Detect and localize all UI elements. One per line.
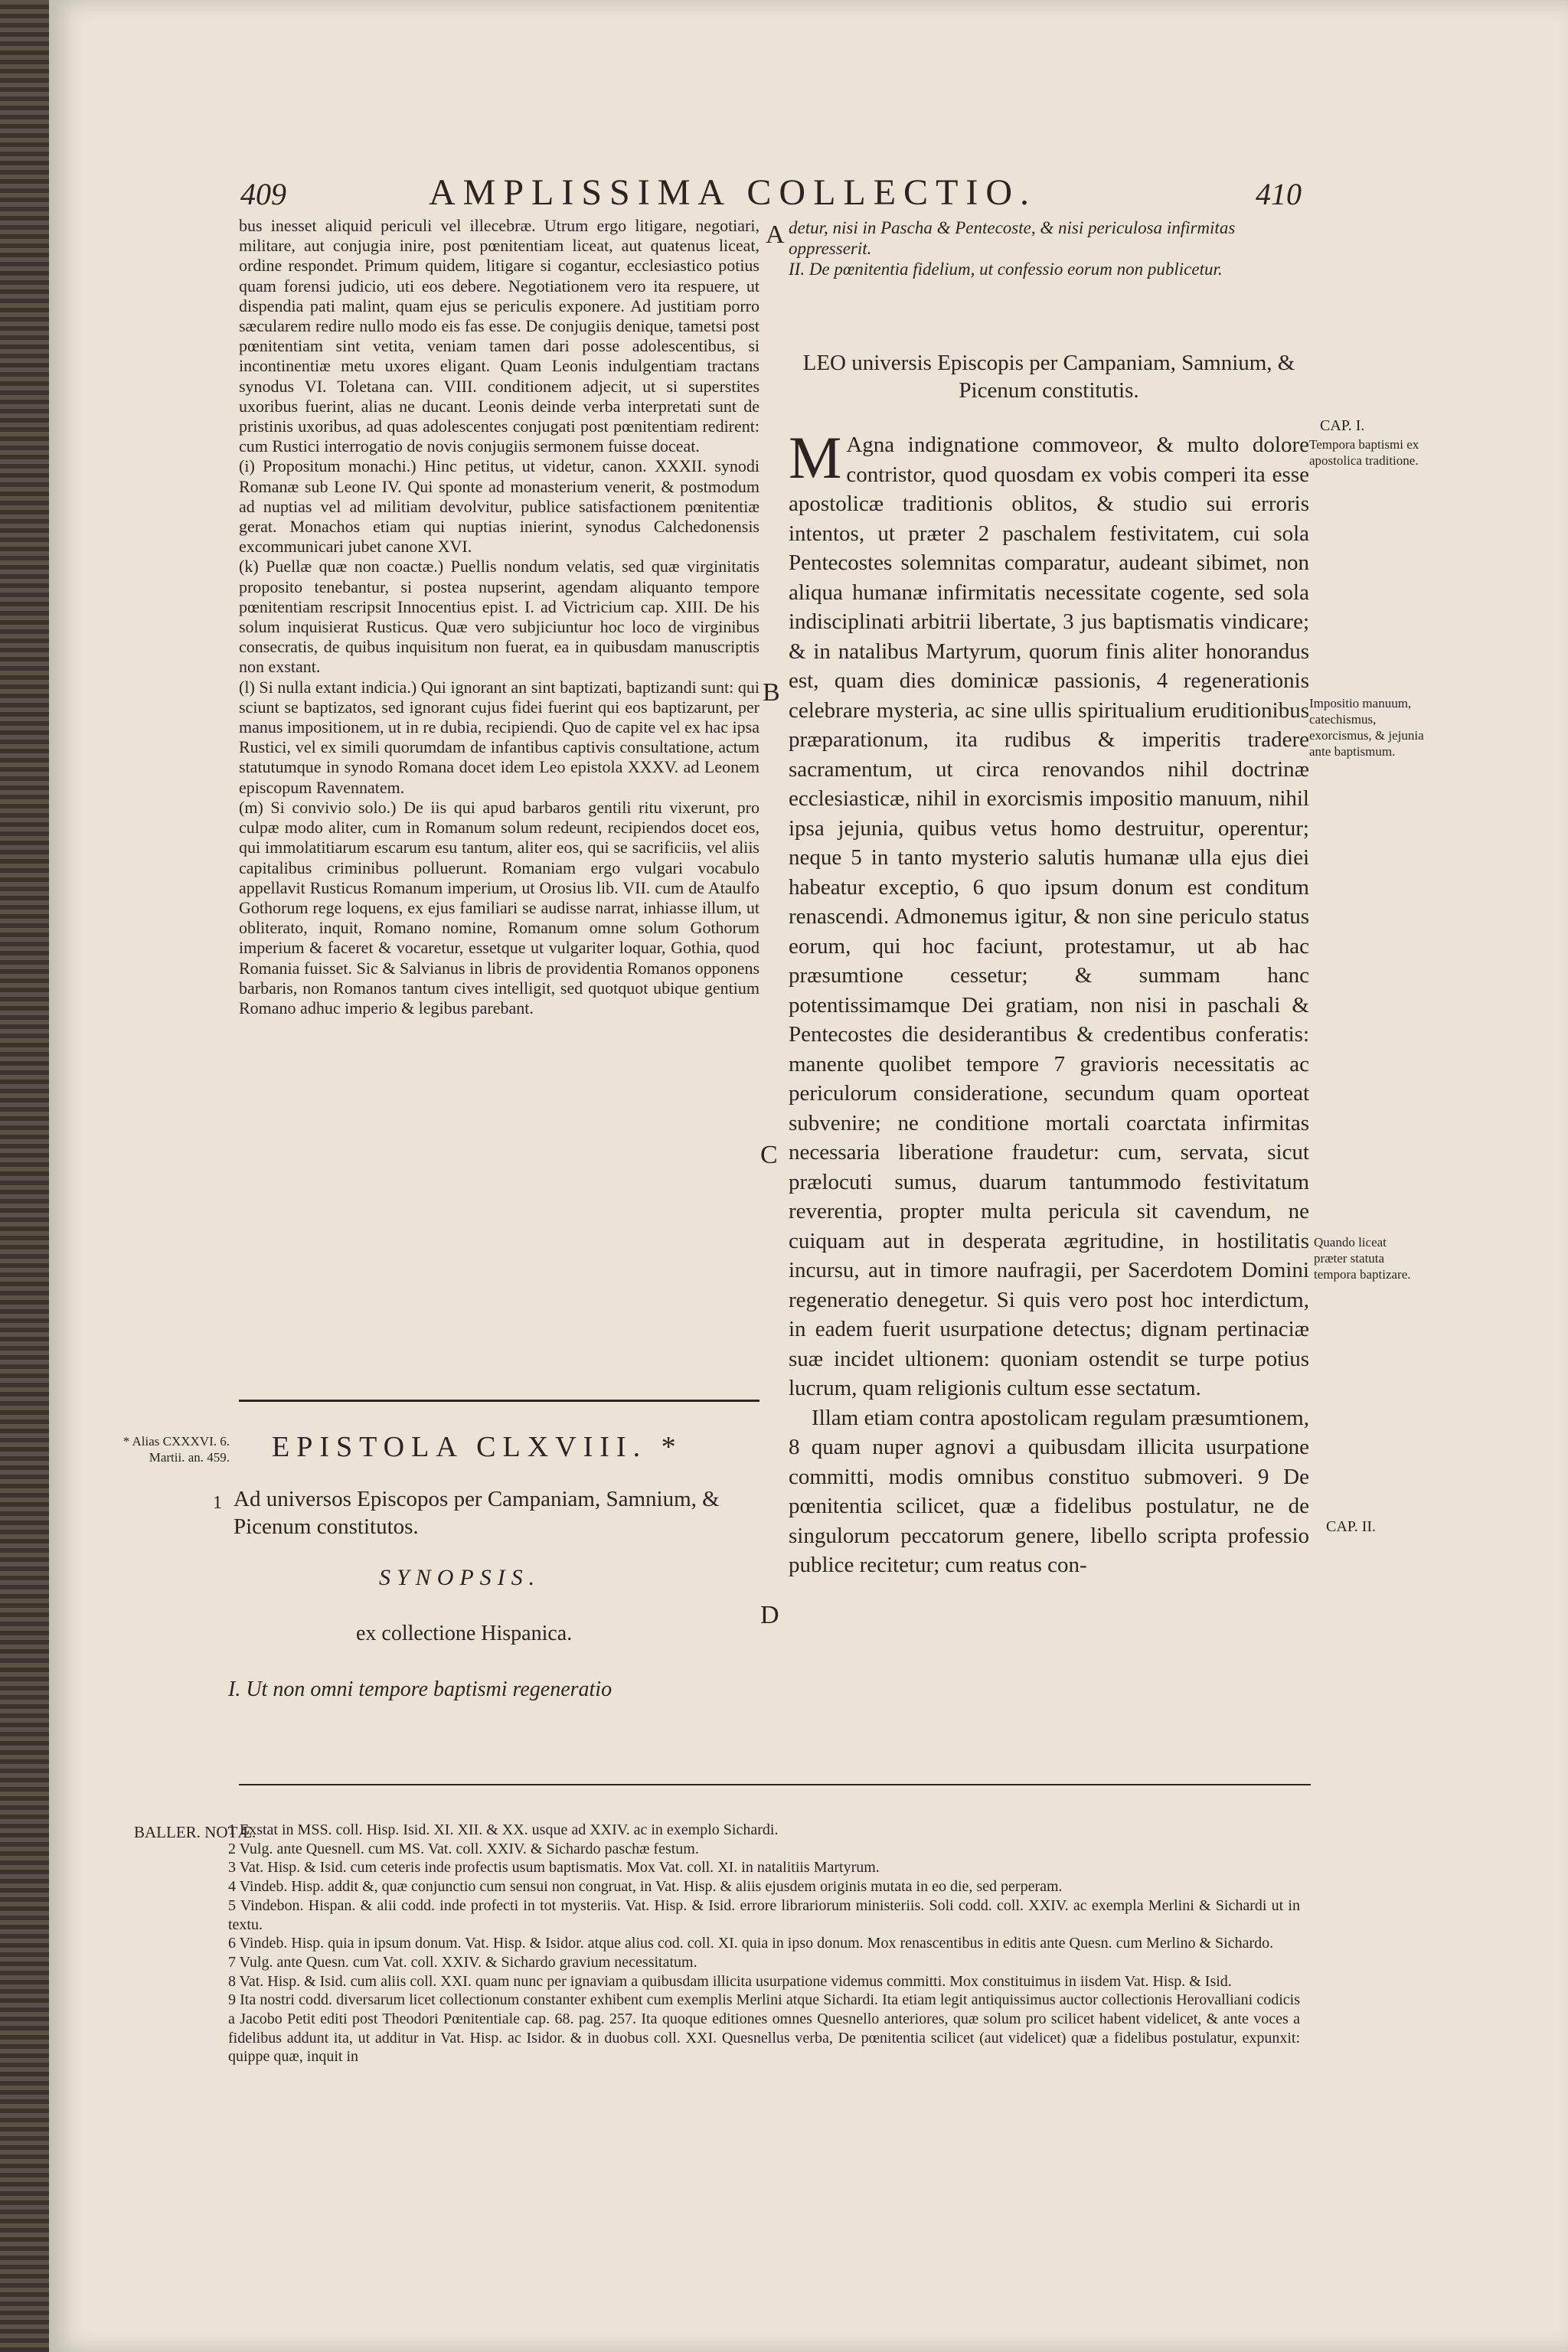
cap-1-label: CAP. I. [1320, 417, 1365, 434]
synopsis-heading: SYNOPSIS. [379, 1565, 541, 1590]
left-note-i: (i) Propositum monachi.) Hinc petitus, ut videtur, canon. XXXII. synodi Romanæ sub Leone IV. Qui sponte ad monasterium venerit, & postmodum ad nuptias vel ad militiam devolvitur, publice satisfactionem pœnitentiæ gerat. Monachos etiam qui nuptias inierint, synodus Calchedonensis excommunicari jubet canone XVI. [239, 456, 760, 557]
epistola-note-number: 1 [213, 1493, 222, 1513]
footnote: 4 Vindeb. Hisp. addit &, quæ conjunctio cum sensui non congruat, in Vat. Hisp. & aliis ejusdem originis mutata in eo die, sed perperam. [228, 1878, 1063, 1896]
left-column [239, 216, 760, 1018]
synopsis-continuation [789, 217, 1309, 279]
cap-2-label: CAP. II. [1326, 1518, 1377, 1535]
synopsis-item-2: II. De pœnitentia fidelium, ut confessio eorum non publicetur. [789, 260, 1223, 279]
running-title: AMPLISSIMA COLLECTIO. [429, 172, 1037, 213]
footnote: 2 Vulg. ante Quesnell. cum MS. Vat. coll. XXIV. & Sichardo paschæ festum. [228, 1840, 699, 1857]
epistola-title: EPISTOLA CLXVIII. * [272, 1431, 683, 1463]
footnotes [228, 1821, 1300, 2066]
fabric-background [0, 0, 49, 2352]
alias-sidenote: * Alias CXXXVI. 6. Martii. an. 459. [122, 1434, 230, 1465]
left-page-number: 409 [240, 177, 286, 211]
left-note-m: (m) Si convivio solo.) De iis qui apud barbaros gentili ritu vixerunt, pro culpæ modo aliter, cum in Romanum solum redeunt, recipiendos docet eos, qui immolatitiarum escarum esu tantum, aliter eos, qui se sacrificiis, vel aliis capitalibus criminibus polluerunt. Romaniam ergo vulgari vocabulo appellavit Rusticus Romanum imperium, ut Orosius lib. VII. cum de Ataulfo Gothorum rege loquens, ex ejus familiari se audisse narrat, inhiasse illum, ut obliterato, inquit, Romano nomine, Romanum omne solum Gothorum imperium & faceret & vocaretur, essetque ut vulgariter loquar, Gothia, quod Romania fuisset. Sic & Salvianus in libris de providentia Romanos opponens barbaris, non Romanos tantum cives intelligit, sed quotquot ubique gentium Romano adhuc imperio & legibus parebant. [239, 797, 760, 1018]
marker-b: B [763, 678, 780, 707]
section-rule [239, 1400, 760, 1402]
left-paragraph: bus inesset aliquid periculi vel illecebræ. Utrum ergo litigare, negotiari, militare, aut conjugia inire, post pœnitentiam liceat, aut quatenus liceat, ordine respondet. Primum quidem, litigare si cogantur, ecclesiastico potius quam forensi judicio, uti eos debere. Negotiationem vero ita respuere, ut dispendia pati malint, quam ejus se periculis exponere. Ad justitiam porro sæcularem redire nullo modo eis fas esse. De conjugiis denique, tametsi post pœnitentiam sint vetita, veniam tamen dari posse adolescentibus, si incontinentiæ metu uxores eligant. Quam Leonis indulgentiam tractans synodus VI. Toletana can. VIII. conditionem adjecit, ut si superstites uxoribus fuerint, alias ne ducant. Leonis deinde verba interpretati sunt de pristinis uxoribus, ad quas adolescentes conjugati post pœnitentiam redirent: cum Rustici interrogatio de novis conjugiis sermonem fuisse doceat. [239, 216, 760, 456]
drop-cap: M [789, 424, 842, 491]
footnote: 3 Vat. Hisp. & Isid. cum ceteris inde profectis usum baptismatis. Mox Vat. coll. XI. in natalitiis Martyrum. [228, 1859, 880, 1877]
leo-address: LEO universis Episcopis per Campaniam, Samnium, & Picenum constitutis. [802, 351, 1295, 403]
epistola-address: Ad universos Episcopos per Campaniam, Samnium, & Picenum constitutos. [234, 1487, 720, 1539]
footnote: 5 Vindebon. Hispan. & alii codd. inde profecti in tot mysteriis. Vat. Hisp. & Isid. errore librariorum ministeriis. Soli codd. coll. XXIV. ac exempla Merlini & Sichardi ut in textu. [228, 1896, 1300, 1933]
notes-label: BALLER. NOTÆ. [134, 1823, 256, 1841]
letter-paragraph-1: Agna indignatione commoveor, & multo dolore contristor, quod quosdam ex vobis comperi ita esse apostolicæ traditionis oblitos, & studio sui erroris intentos, ut præter 2 paschalem festivitatem, cui sola Pentecostes solemnitas comparatur, audeant sibimet, non aliqua humanæ infirmitatis necessitate cogente, sed sola indisciplinati arbitrii libertate, 3 jus baptismatis vindicare; & in natalibus Martyrum, quorum finis aliter honorandus est, quam dies dominicæ passionis, 4 regenerationis celebrare mysteria, ac sine ullis spiritualium eruditionibus præparationum, ita rudibus & imperitis tradere sacramentum, ut circa renovandos nihil doctrinæ ecclesiasticæ, nihil in exorcismis impositio manuum, nihil ipsa jejunia, quibus vetus homo destruitur, operentur; neque 5 in tanto mysterio salutis humanæ ulla ejus diei habeatur exceptio, 6 quo ipsum donum est conditum renascendi. Admonemus igitur, & non sine periculo status eorum, qui hoc faciunt, protestamur, ut ab hac præsumtione cessetur; & summam hanc potentissimamque Dei gratiam, non nisi in paschali & Pentecostes die desiderantibus & credentibus conferatis: manente quolibet tempore 7 gravioris necessitatis ac periculorum consideratione, secundum quam oporteat subvenire; ne conditione mortali coarctata infirmitas necessaria liberatione fraudetur: cum, servata, sicut prælocuti sumus, duarum tantummodo festivitatum reverentia, propter multa pericula sit cavendum, ne cuiquam aut in desperata ægritudine, in hostilitatis incursu, aut in timore naufragii, per Sacerdotem Domini regeneratio denegetur. Si quis vero post hoc interdictum, in eadem fuerit usurpatione detectus; dignam pertinaciæ suæ incidet ultionem: quoniam ostendit se turpe potius lucrum, quam religionis cultum esse sectatum. [789, 433, 1309, 1400]
synopsis-item-1: I. Ut non omni tempore baptismi regeneratio [228, 1677, 612, 1701]
footnote: 7 Vulg. ante Quesn. cum Vat. coll. XXIV. & Sichardo gravium necessitatum. [228, 1953, 697, 1971]
marker-a: A [766, 220, 785, 249]
footnote: 8 Vat. Hisp. & Isid. cum aliis coll. XXI. quam nunc per ignaviam a quibusdam illicita usurpatione videmus committi. Mox constituimus in iisdem Vat. Hisp. & Isid. [228, 1972, 1232, 1990]
right-page-number: 410 [1256, 177, 1302, 211]
sidenote-quando: Quando liceat præter statuta tempora baptizare. [1314, 1235, 1411, 1282]
marker-d: D [760, 1601, 779, 1629]
letter-paragraph-2: Illam etiam contra apostolicam regulam præsumtionem, 8 quam nuper agnovi a quibusdam illicita usurpatione committi, modis omnibus constituo submoveri. 9 De pœnitentia scilicet, quæ a fidelibus postulatur, ne de singulorum peccatorum genere, libello scripta professio publice recitetur; cum reatus con- [789, 1405, 1309, 1577]
synopsis-item-1-end: detur, nisi in Pascha & Pentecoste, & nisi periculosa infirmitas oppresserit. [789, 218, 1236, 258]
sidenote-impositio: Impositio manuum, catechismus, exorcismus, & jejunia ante baptismum. [1309, 696, 1424, 759]
letter-body [789, 424, 1309, 1580]
footnote: 6 Vindeb. Hisp. quia in ipsum donum. Vat. Hisp. & Isidor. atque alius cod. coll. XI. quia in ipso donum. Mox renascentibus in editis ante Quesn. cum Merlino & Sichardo. [228, 1935, 1274, 1952]
footnote: 1 Exstat in MSS. coll. Hisp. Isid. XI. XII. & XX. usque ad XXIV. ac in exemplo Sichardi. [228, 1821, 779, 1838]
footnote: 9 Ita nostri codd. diversarum licet collectionum constanter exhibent cum exemplis Merlini atque Sichardi. Ita etiam legit antiquissimus auctor collectionis Herovalliani codicis a Jacobo Petit editi post Theodori Pœnitentiale cap. 68. pag. 257. Ita quoque editiones omnes Quesnello anteriores, quæ solum pro scilicet habent videlicet, & ante voces a fidelibus addunt ita, ut additur in Vat. Hisp. ac Isidor. & in duobus coll. XXI. Quesnellus verba, De pœnitentia scilicet (aut videlicet) quæ a fidelibus postulatur, expunxit: quippe quæ, inquit in [228, 1991, 1300, 2066]
sidenote-tempora: Tempora baptismi ex apostolica traditione. [1309, 437, 1419, 468]
left-note-k: (k) Puellæ quæ non coactæ.) Puellis nondum velatis, sed quæ virginitatis proposito tenebantur, si postea nupserint, agendam aliquanto tempore pœnitentiam rescripsit Innocentius epist. I. ad Victricium cap. XIII. De his solum inquisierat Rusticus. Quæ vero subjiciuntur hoc loco de virginibus consecratis, de quibus inquisitum non fuerat, ea in quibusdam manuscriptis non exstant. [239, 557, 760, 677]
marker-c: C [760, 1141, 778, 1169]
notes-rule [239, 1784, 1311, 1785]
left-note-l: (l) Si nulla extant indicia.) Qui ignorant an sint baptizati, baptizandi sunt: qui sciunt se baptizatos, sed ignorant cujus fidei fuerint qui eos baptizarunt, per manus impositionem, ut in re dubia, recipiendi. Quo de capite vel ex hac ipsa Rustici, vel ex simili quorumdam de infantibus captivis consultatione, actum statutumque in synodo Romana docet idem Leo epistola XXXV. ad Leonem episcopum Ravennatem. [239, 677, 760, 797]
synopsis-source: ex collectione Hispanica. [356, 1622, 573, 1645]
